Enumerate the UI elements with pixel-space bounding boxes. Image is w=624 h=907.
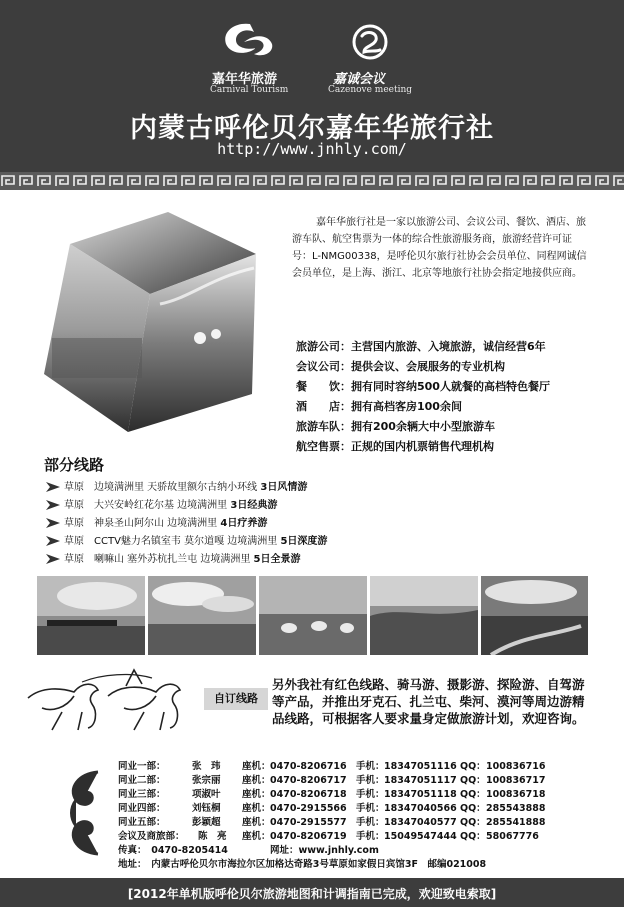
- service-row: [296, 438, 494, 454]
- contact-name: 陈 亮: [198, 831, 227, 842]
- contact-dept: 同业二部：: [118, 775, 166, 786]
- contact-mobile[interactable]: 18347051117: [384, 775, 457, 786]
- route-tour: 5日深度游: [280, 536, 328, 547]
- contact-qq[interactable]: 100836718: [486, 789, 546, 800]
- website-url[interactable]: http://www.jnhly.com/: [217, 140, 407, 158]
- route-path: 大兴安岭红花尔基 边境满洲里: [94, 500, 228, 511]
- service-desc: 正规的国内机票销售代理机构: [351, 440, 494, 453]
- photo-hills-sky: [370, 576, 478, 655]
- route-item[interactable]: [46, 534, 327, 550]
- qq-label: QQ：: [460, 817, 486, 828]
- carnival-swirl-logo-icon: [220, 20, 276, 60]
- service-desc: 主营国内旅游、入境旅游，诚信经营6年: [351, 340, 546, 353]
- routes-title: 部分线路: [44, 456, 105, 474]
- phone-label: 座机：: [242, 789, 271, 800]
- route-tour: 5日全景游: [253, 554, 301, 565]
- horse-riders-drawing-icon: [22, 668, 202, 736]
- photo-river-valley: [481, 576, 588, 655]
- route-path: 神泉圣山阿尔山 边境满洲里: [94, 518, 218, 529]
- service-label: 旅游车队：: [296, 420, 351, 433]
- service-label: 航空售票：: [296, 440, 351, 453]
- mobile-label: 手机：: [356, 775, 385, 786]
- phone-label: 座机：: [242, 803, 271, 814]
- contact-dept: 同业五部：: [118, 817, 166, 828]
- service-label: 酒 店：: [296, 400, 351, 413]
- service-label: 旅游公司：: [296, 340, 351, 353]
- contact-mobile[interactable]: 18347051116: [384, 761, 457, 772]
- contact-phone[interactable]: 0470-8206716: [270, 761, 347, 772]
- route-tag: 草原: [64, 500, 84, 511]
- contact-dept: 同业三部：: [118, 789, 166, 800]
- service-desc: 拥有同时容纳500人就餐的高档特色餐厅: [351, 380, 550, 393]
- custom-routes-label: 自订线路: [204, 688, 268, 710]
- qq-label: QQ：: [460, 775, 486, 786]
- service-row: [296, 418, 495, 434]
- border-pattern-icon: [0, 172, 624, 190]
- qq-label: QQ：: [460, 789, 486, 800]
- route-tag: 草原: [64, 518, 84, 529]
- service-row: [296, 338, 546, 354]
- contact-mobile[interactable]: 18347040566: [384, 803, 457, 814]
- service-label: 餐 饮：: [296, 380, 351, 393]
- photo-yurts-camp: [259, 576, 367, 655]
- route-tour: 3日经典游: [230, 500, 278, 511]
- contact-qq[interactable]: 285543888: [486, 803, 546, 814]
- contact-mobile[interactable]: 15049547444: [384, 831, 457, 842]
- contact-qq[interactable]: 100836716: [486, 761, 546, 772]
- mobile-label: 手机：: [356, 817, 385, 828]
- route-path: 边境满洲里 天骄故里额尔古纳小环线: [94, 482, 258, 493]
- contact-name: 刘钰桐: [192, 803, 221, 814]
- route-item[interactable]: [46, 498, 277, 514]
- service-row: [296, 398, 462, 414]
- qq-label: QQ：: [460, 803, 486, 814]
- contact-qq[interactable]: 58067776: [486, 831, 539, 842]
- decorative-border: [0, 172, 624, 190]
- contact-name: 张宗丽: [192, 775, 221, 786]
- phone-label: 座机：: [242, 775, 271, 786]
- mobile-label: 手机：: [356, 761, 385, 772]
- service-label: 会议公司：: [296, 360, 351, 373]
- route-bullet-icon: [46, 500, 60, 510]
- route-item[interactable]: [46, 552, 301, 568]
- route-path: 喇嘛山 塞外苏杭扎兰屯 边境满洲里: [94, 554, 251, 565]
- service-desc: 拥有200余辆大中小型旅游车: [351, 420, 495, 433]
- address-info: 地址： 内蒙古呼伦贝尔市海拉尔区加格达奇路3号草原如家假日宾馆3F 邮编021008: [118, 859, 487, 870]
- route-bullet-icon: [46, 554, 60, 564]
- route-item[interactable]: [46, 480, 307, 496]
- brand-right-name: 嘉诚会议: [333, 72, 386, 87]
- contact-qq[interactable]: 100836717: [486, 775, 546, 786]
- landscape-cube-photo: [40, 208, 272, 440]
- agency-name: 内蒙古呼伦贝尔嘉年华旅行社: [130, 113, 494, 144]
- contact-dept: 同业一部：: [118, 761, 166, 772]
- intro-paragraph: 嘉年华旅行社是一家以旅游公司、会议公司、餐饮、酒店、旅游车队、航空售票为一体的综合性旅游服务商，旅游经营许可证号：L-NMG00338，是呼伦贝尔旅行社协会会员单位、同程网诚信会员单位，是上海、浙江、北京等地旅行社协会指定地接供应商。: [292, 217, 587, 279]
- service-desc: 提供会议、会展服务的专业机构: [351, 360, 505, 373]
- route-tag: 草原: [64, 482, 84, 493]
- contact-mobile[interactable]: 18347040577: [384, 817, 457, 828]
- route-tag: 草原: [64, 554, 84, 565]
- contact-phone[interactable]: 0470-2915566: [270, 803, 347, 814]
- route-bullet-icon: [46, 482, 60, 492]
- contact-phone[interactable]: 0470-2915577: [270, 817, 347, 828]
- brand-left-name: 嘉年华旅游: [212, 72, 278, 87]
- contact-name: 项淑叶: [192, 789, 221, 800]
- brand-right-sub: Cazenove meeting: [328, 85, 413, 95]
- photo-strip: [37, 576, 588, 655]
- brand-left-sub: Carnival Tourism: [210, 85, 289, 95]
- mobile-label: 手机：: [356, 803, 385, 814]
- phone-label: 座机：: [242, 831, 271, 842]
- route-bullet-icon: [46, 536, 60, 546]
- route-tour: 3日风情游: [260, 482, 308, 493]
- custom-routes-text: 另外我社有红色线路、骑马游、摄影游、探险游、自驾游等产品，并推出牙克石、扎兰屯、柴河、漠河等周边游精品线路，可根据客人要求量身定做旅游计划，欢迎咨询。: [272, 677, 585, 726]
- route-item[interactable]: [46, 516, 267, 532]
- service-desc: 拥有高档客房100余间: [351, 400, 462, 413]
- fax-info: 传真： 0470-8205414: [118, 845, 228, 856]
- route-bullet-icon: [46, 518, 60, 528]
- contact-phone[interactable]: 0470-8206717: [270, 775, 347, 786]
- service-row: [296, 378, 550, 394]
- contact-qq[interactable]: 285541888: [486, 817, 546, 828]
- route-path: CCTV魅力名镇室韦 莫尔道嘎 边境满洲里: [94, 536, 278, 547]
- mongolian-ornament-icon: [62, 768, 102, 858]
- photo-cloudy-steppe: [148, 576, 256, 655]
- route-tour: 4日疗养游: [220, 518, 268, 529]
- contact-mobile[interactable]: 18347051118: [384, 789, 457, 800]
- cazenove-circle-logo-icon: [350, 22, 390, 62]
- footer-notice: [2012年单机版呼伦贝尔旅游地图和计调指南已完成，欢迎致电索取]: [127, 887, 497, 901]
- web-info[interactable]: 网址：www.jnhly.com: [270, 845, 379, 856]
- route-tag: 草原: [64, 536, 84, 547]
- photo-horses-grassland: [37, 576, 145, 655]
- contact-name: 彭颖超: [192, 817, 221, 828]
- contact-dept: 同业四部：: [118, 803, 166, 814]
- contact-name: 张 玮: [192, 761, 221, 772]
- contact-phone[interactable]: 0470-8206719: [270, 831, 347, 842]
- phone-label: 座机：: [242, 817, 271, 828]
- mobile-label: 手机：: [356, 789, 385, 800]
- service-row: [296, 358, 505, 374]
- phone-label: 座机：: [242, 761, 271, 772]
- qq-label: QQ：: [460, 761, 486, 772]
- qq-label: QQ：: [460, 831, 486, 842]
- contact-phone[interactable]: 0470-8206718: [270, 789, 347, 800]
- mobile-label: 手机：: [356, 831, 385, 842]
- contact-dept: 会议及商旅部：: [118, 831, 185, 842]
